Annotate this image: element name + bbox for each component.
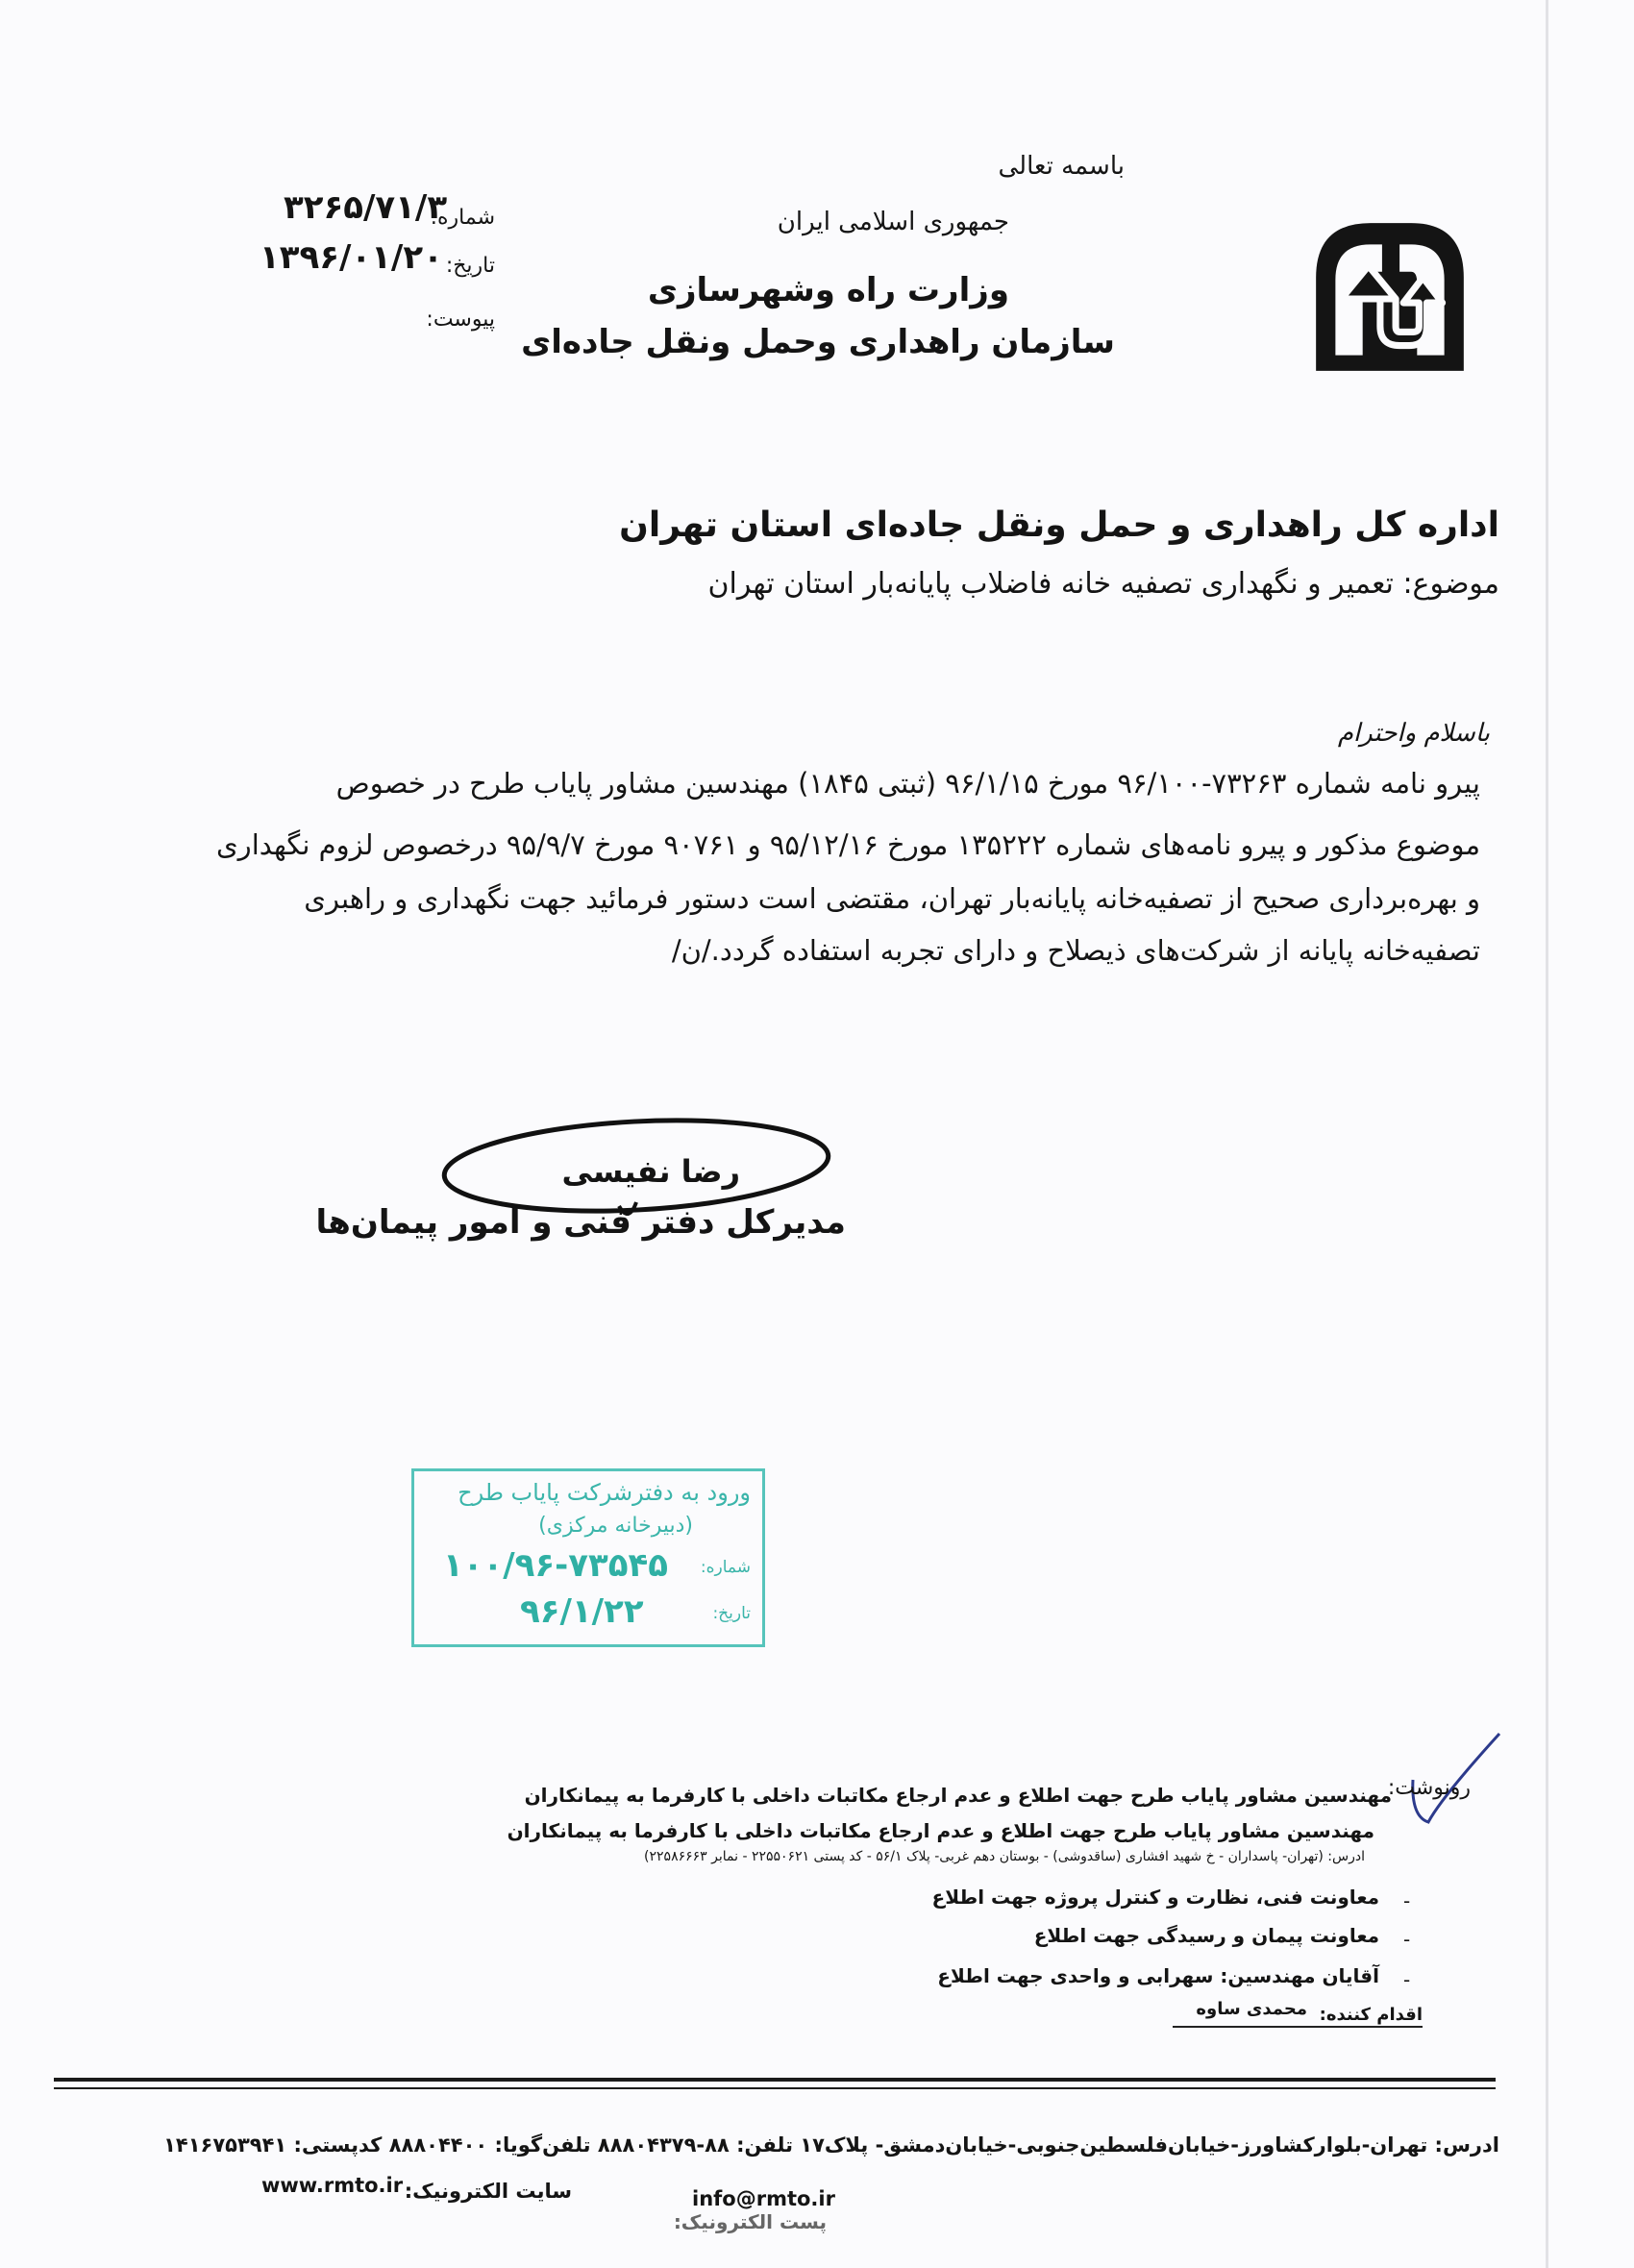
list-dash: - bbox=[1403, 1968, 1411, 1991]
body-line: تصفیه‌خانه پایانه از شرکت‌های ذیصلاح و دارای تجربه استفاده گردد./ن/ bbox=[671, 934, 1480, 967]
footer-email-label: پست الکترونیک: bbox=[673, 2210, 827, 2233]
action-value: محمدی ساوه bbox=[1196, 1999, 1307, 2019]
cc-item: آقایان مهندسین: سهرابی و واحدی جهت اطلاع bbox=[937, 1964, 1379, 1987]
signer-title: مدیرکل دفتر فنی و امور پیمان‌ها bbox=[315, 1203, 846, 1242]
action-label: اقدام کننده: bbox=[1319, 2005, 1423, 2025]
footer-contact: ادرس: تهران-بلوارکشاورز-خیابان‌فلسطین‌جنوبی-خیابان‌دمشق- پلاک۱۷ تلفن: ۸۸-۸۸۸۰۴۳۷۹ تلفن‌گویا: ۸۸۸۰۴۴۰۰ کدپستی: ۱۴۱۶۷۵۳۹۴۱ bbox=[163, 2133, 1499, 2157]
stamp-date-value: ۹۶/۱/۲۲ bbox=[520, 1592, 644, 1631]
footer-rule bbox=[54, 2087, 1496, 2089]
body-line: پیرو نامه شماره ۷۳۲۶۳-۹۶/۱۰۰ مورخ ۹۶/۱/۱۵ (ثبتی ۱۸۴۵) مهندسین مشاور پایاب طرح در خصوص bbox=[335, 767, 1480, 800]
stamp-number-label: شماره: bbox=[700, 1558, 751, 1577]
body-line: و بهره‌برداری صحیح از تصفیه‌خانه پایانه‌بار تهران، مقتضی است دستور فرمائید جهت نگهداری و راهبری bbox=[304, 882, 1480, 915]
stamp-date-label: تاریخ: bbox=[712, 1604, 751, 1623]
body-line: موضوع مذکور و پیرو نامه‌های شماره ۱۳۵۲۲۲ مورخ ۹۵/۱۲/۱۶ و ۹۰۷۶۱ مورخ ۹۵/۹/۷ درخصوص لزوم نگهداری bbox=[215, 828, 1480, 861]
footer-site-label: سایت الکترونیک: bbox=[404, 2180, 572, 2203]
country-name: جمهوری اسلامی ایران bbox=[777, 208, 1009, 236]
cc-item: معاونت فنی، نظارت و کنترل پروژه جهت اطلاع bbox=[931, 1886, 1379, 1909]
subject-line: موضوع: تعمیر و نگهداری تصفیه خانه فاضلاب پایانه‌بار استان تهران bbox=[707, 567, 1499, 601]
date-label: تاریخ: bbox=[445, 254, 495, 278]
recipient: اداره کل راهداری و حمل ونقل جاده‌ای استان تهران bbox=[619, 505, 1499, 545]
cc-item: مهندسین مشاور پایاب طرح جهت اطلاع و عدم ارجاع مکاتبات داخلی با کارفرما به پیمانکاران bbox=[507, 1819, 1374, 1842]
receipt-stamp bbox=[411, 1468, 765, 1647]
cc-address: ادرس: (تهران- پاسداران - خ شهید افشاری (ساقدوشی) - بوستان دهم غربی- پلاک ۵۶/۱ - کد پستی ۲۲۵۵۰۶۲۱ - نمابر ۲۲۵۸۶۶۶۳) bbox=[644, 1849, 1365, 1864]
footer-rule bbox=[54, 2078, 1496, 2082]
signer-name: رضا نفیسی bbox=[561, 1153, 740, 1190]
organization-name: سازمان راهداری وحمل ونقل جاده‌ای bbox=[521, 323, 1115, 361]
cc-title: رونوشت: bbox=[1387, 1776, 1471, 1800]
footer-website[interactable]: www.rmto.ir bbox=[261, 2174, 404, 2197]
basmala: باسمه تعالی bbox=[998, 152, 1125, 181]
paper-edge bbox=[1546, 0, 1548, 2268]
number-label: شماره: bbox=[430, 206, 495, 230]
attachment-label: پیوست: bbox=[426, 308, 495, 332]
cc-item: مهندسین مشاور پایاب طرح جهت اطلاع و عدم ارجاع مکاتبات داخلی با کارفرما به پیمانکاران bbox=[524, 1784, 1392, 1807]
divider bbox=[1173, 2026, 1423, 2028]
ministry-name: وزارت راه وشهرسازی bbox=[647, 271, 1009, 309]
stamp-title: ورود به دفترشرکت پایاب طرح bbox=[458, 1479, 751, 1506]
date-value: ۱۳۹۶/۰۱/۲۰ bbox=[260, 238, 443, 277]
footer-email[interactable]: info@rmto.ir bbox=[692, 2187, 835, 2210]
salutation: باسلام واحترام bbox=[1337, 719, 1490, 748]
stamp-number-value: ۱۰۰/۹۶-۷۳۵۴۵ bbox=[443, 1546, 669, 1585]
cc-item: معاونت پیمان و رسیدگی جهت اطلاع bbox=[1033, 1924, 1379, 1947]
rmto-logo-icon bbox=[1302, 210, 1477, 384]
number-value: ۳۲۶۵/۷۱/۳ bbox=[284, 188, 448, 227]
list-dash: - bbox=[1403, 1928, 1411, 1951]
stamp-subtitle: (دبیرخانه مرکزی) bbox=[538, 1514, 693, 1538]
list-dash: - bbox=[1403, 1889, 1411, 1912]
